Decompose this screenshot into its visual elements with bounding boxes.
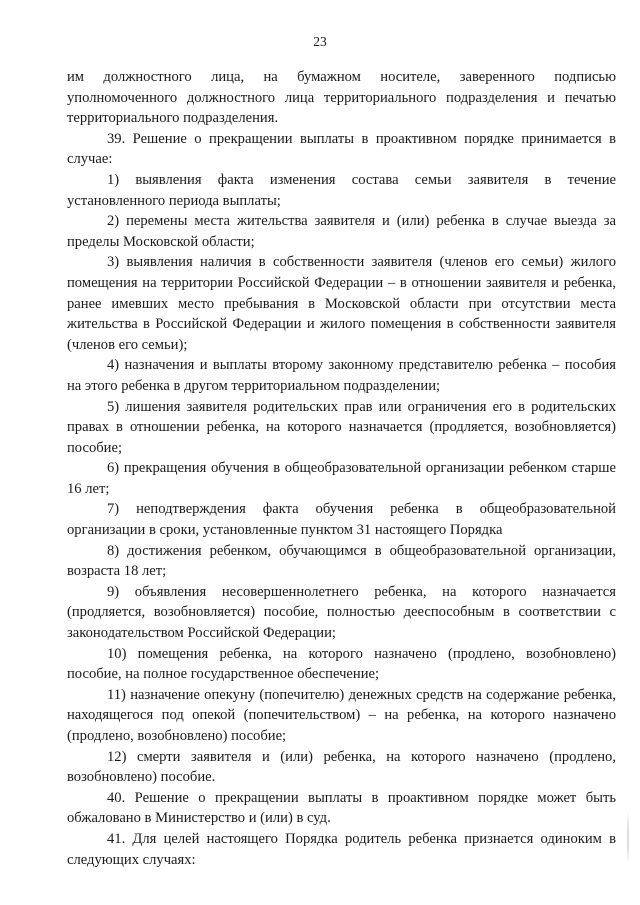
clause-39-item-6: 6) прекращения обучения в общеобразовательной организации ребенком старше 16 лет; (67, 460, 616, 497)
continued-paragraph: им должностного лица, на бумажном носителе, заверенного подписью уполномоченного должностного лица территориального подразделения и печатью территориального подразделения. (67, 69, 616, 127)
clause-39-item-7: 7) неподтверждения факта обучения ребенка в общеобразовательной организации в сроки, установленные пунктом 31 настоящего Порядка (67, 501, 616, 539)
clause-39-item-10: 10) помещения ребенка, на которого назначено (продлено, возобновлено) пособие, на полное государственное обеспечение; (67, 645, 616, 683)
document-body (67, 67, 616, 870)
scan-edge-mark (627, 812, 629, 864)
clause-39-item-2: 2) перемены места жительства заявителя и (или) ребенка в случае выезда за пределы Московской области; (67, 213, 616, 250)
clause-40: 40. Решение о прекращении выплаты в проактивном порядке может быть обжаловано в Министерство и (или) в суд. (67, 789, 616, 827)
clause-39-item-5: 5) лишения заявителя родительских прав или ограничения его в родительских правах в отношении ребенка, на которого назначается (продляется, возобновляется) пособие; (67, 398, 616, 456)
clause-39: 39. Решение о прекращении выплаты в проактивном порядке принимается в случае: (67, 130, 616, 168)
clause-39-item-12: 12) смерти заявителя и (или) ребенка, на которого назначено (продлено, возобновлено) пособие. (67, 748, 616, 786)
clause-39-item-8: 8) достижения ребенком, обучающимся в общеобразовательной организации, возраста 18 лет; (67, 542, 616, 580)
clause-39-item-9: 9) объявления несовершеннолетнего ребенка, на которого назначается (продляется, возобновляется) пособие, полностью дееспособным в соответствии с законодательством Российской Федерации; (67, 583, 616, 642)
clause-39-item-4: 4) назначения и выплаты второму законному представителю ребенка – пособия на этого ребенка в другом территориальном подразделении; (67, 357, 616, 394)
clause-39-item-1: 1) выявления факта изменения состава семьи заявителя в течение установленного периода выплаты; (67, 171, 616, 209)
clause-39-item-3: 3) выявления наличия в собственности заявителя (членов его семьи) жилого помещения на территории Российской Федерации – в отношении заявителя и ребенка, ранее имевших место пребывания в Московской области при отсутствии места жительства в Российской Федерации и жилого помещения в собственности заявителя (членов его семьи); (67, 254, 616, 353)
page-number: 23 (313, 34, 327, 49)
clause-39-item-11: 11) назначение опекуну (попечителю) денежных средств на содержание ребенка, находящегося под опекой (попечительством) – на ребенка, на которого назначено (продлено, возобновлено) пособие; (67, 686, 616, 744)
clause-41: 41. Для целей настоящего Порядка родитель ребенка признается одиноким в следующих случаях: (67, 830, 616, 868)
